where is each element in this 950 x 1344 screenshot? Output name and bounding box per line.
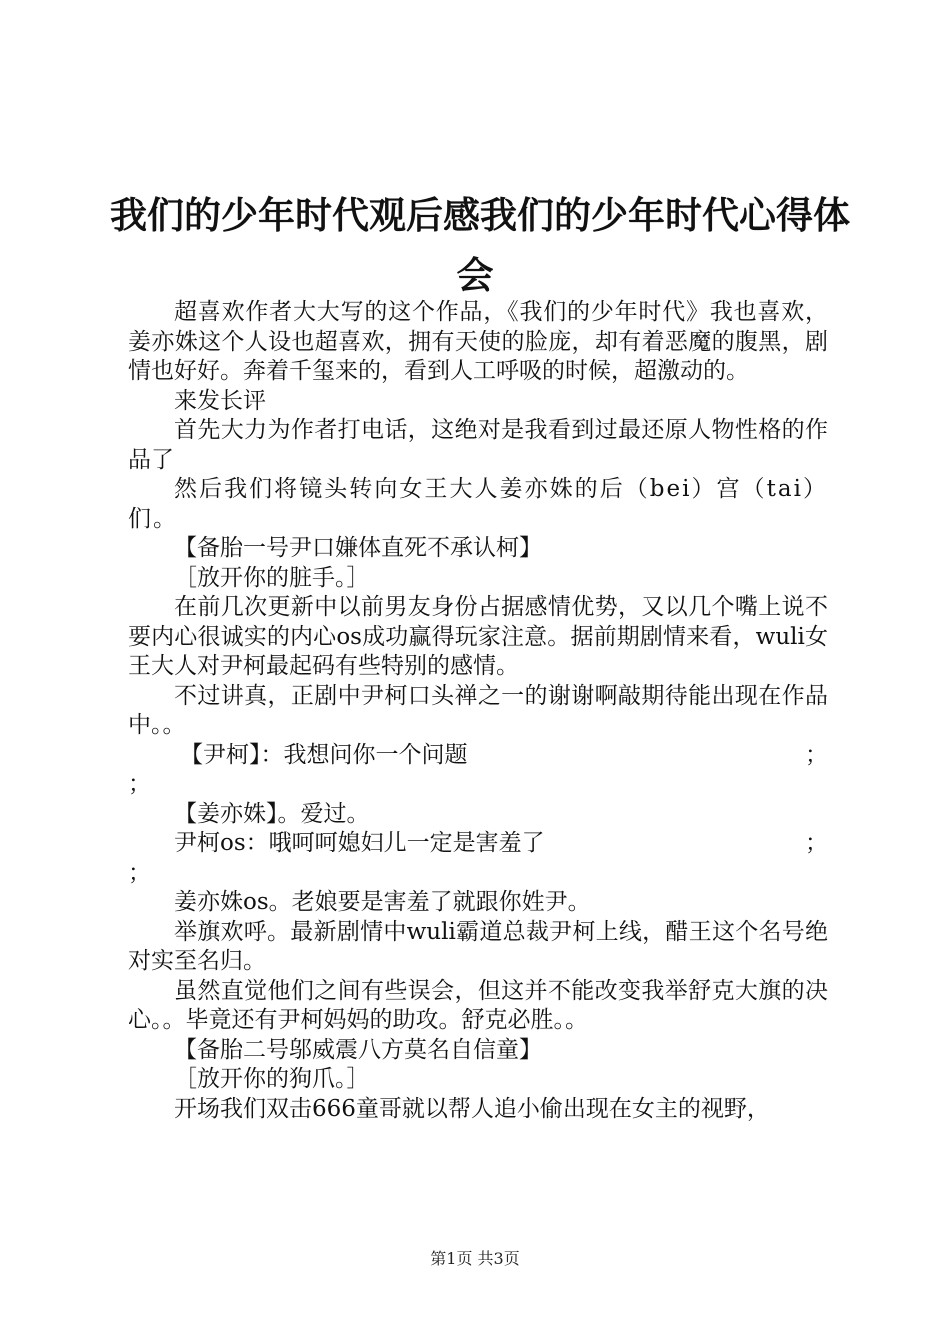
dialog-semicolon: ； <box>805 741 828 768</box>
dialog-line <box>128 741 828 771</box>
paragraph: 举旗欢呼。最新剧情中wuli霸道总裁尹柯上线，醋王这个名号绝对实至名归。 <box>128 918 828 974</box>
paragraph: 不过讲真，正剧中尹柯口头禅之一的谢谢啊敲期待能出现在作品中。。 <box>128 682 828 738</box>
document-title-line2: 会 <box>456 254 494 297</box>
paragraph: 【姜亦姝】。爱过。 <box>174 800 370 827</box>
paragraph: 开场我们双击666童哥就以帮人追小偷出现在女主的视野， <box>174 1095 770 1122</box>
semicolon-line: ； <box>128 859 151 886</box>
paragraph: 超喜欢作者大大写的这个作品，《我们的少年时代》我也喜欢，姜亦姝这个人设也超喜欢，拥有天使的脸庞，却有着恶魔的腹黑，剧情也好好。奔着千玺来的，看到人工呼吸的时候，超激动的。 <box>128 299 828 384</box>
paragraph: 然后我们将镜头转向女王大人姜亦姝的后（bei）宫（tai）们。 <box>128 476 828 532</box>
dialog-text: 【尹柯】：我想问你一个问题 <box>180 741 468 768</box>
dialog-semicolon: ； <box>805 830 828 856</box>
paragraph: 在前几次更新中以前男友身份占据感情优势，又以几个嘴上说不要内心很诚实的内心os成功赢得玩家注意。据前期剧情来看，wuli女王大人对尹柯最起码有些特别的感情。 <box>128 594 828 679</box>
dialog-line <box>128 829 828 859</box>
document-body <box>128 298 828 1124</box>
paragraph: 姜亦姝os。老娘要是害羞了就跟你姓尹。 <box>174 889 591 915</box>
paragraph: ［放开你的脏手。］ <box>174 564 370 591</box>
paragraph: 【备胎二号邬威震八方莫名自信童】 <box>174 1036 542 1063</box>
paragraph: 来发长评 <box>174 387 266 414</box>
paragraph: ［放开你的狗爪。］ <box>174 1066 370 1092</box>
paragraph: 虽然直觉他们之间有些误会，但这并不能改变我举舒克大旗的决心。。毕竟还有尹柯妈妈的助攻。舒克必胜。。 <box>128 977 828 1033</box>
paragraph: 【备胎一号尹口嫌体直死不承认柯】 <box>174 535 542 561</box>
dialog-text: 尹柯os：哦呵呵媳妇儿一定是害羞了 <box>174 830 545 856</box>
page-footer: 第1页 共3页 <box>430 1249 520 1268</box>
paragraph: 首先大力为作者打电话，这绝对是我看到过最还原人物性格的作品了 <box>128 417 828 473</box>
semicolon-line: ； <box>128 771 151 797</box>
document-title-line1: 我们的少年时代观后感我们的少年时代心得体 <box>110 194 850 237</box>
